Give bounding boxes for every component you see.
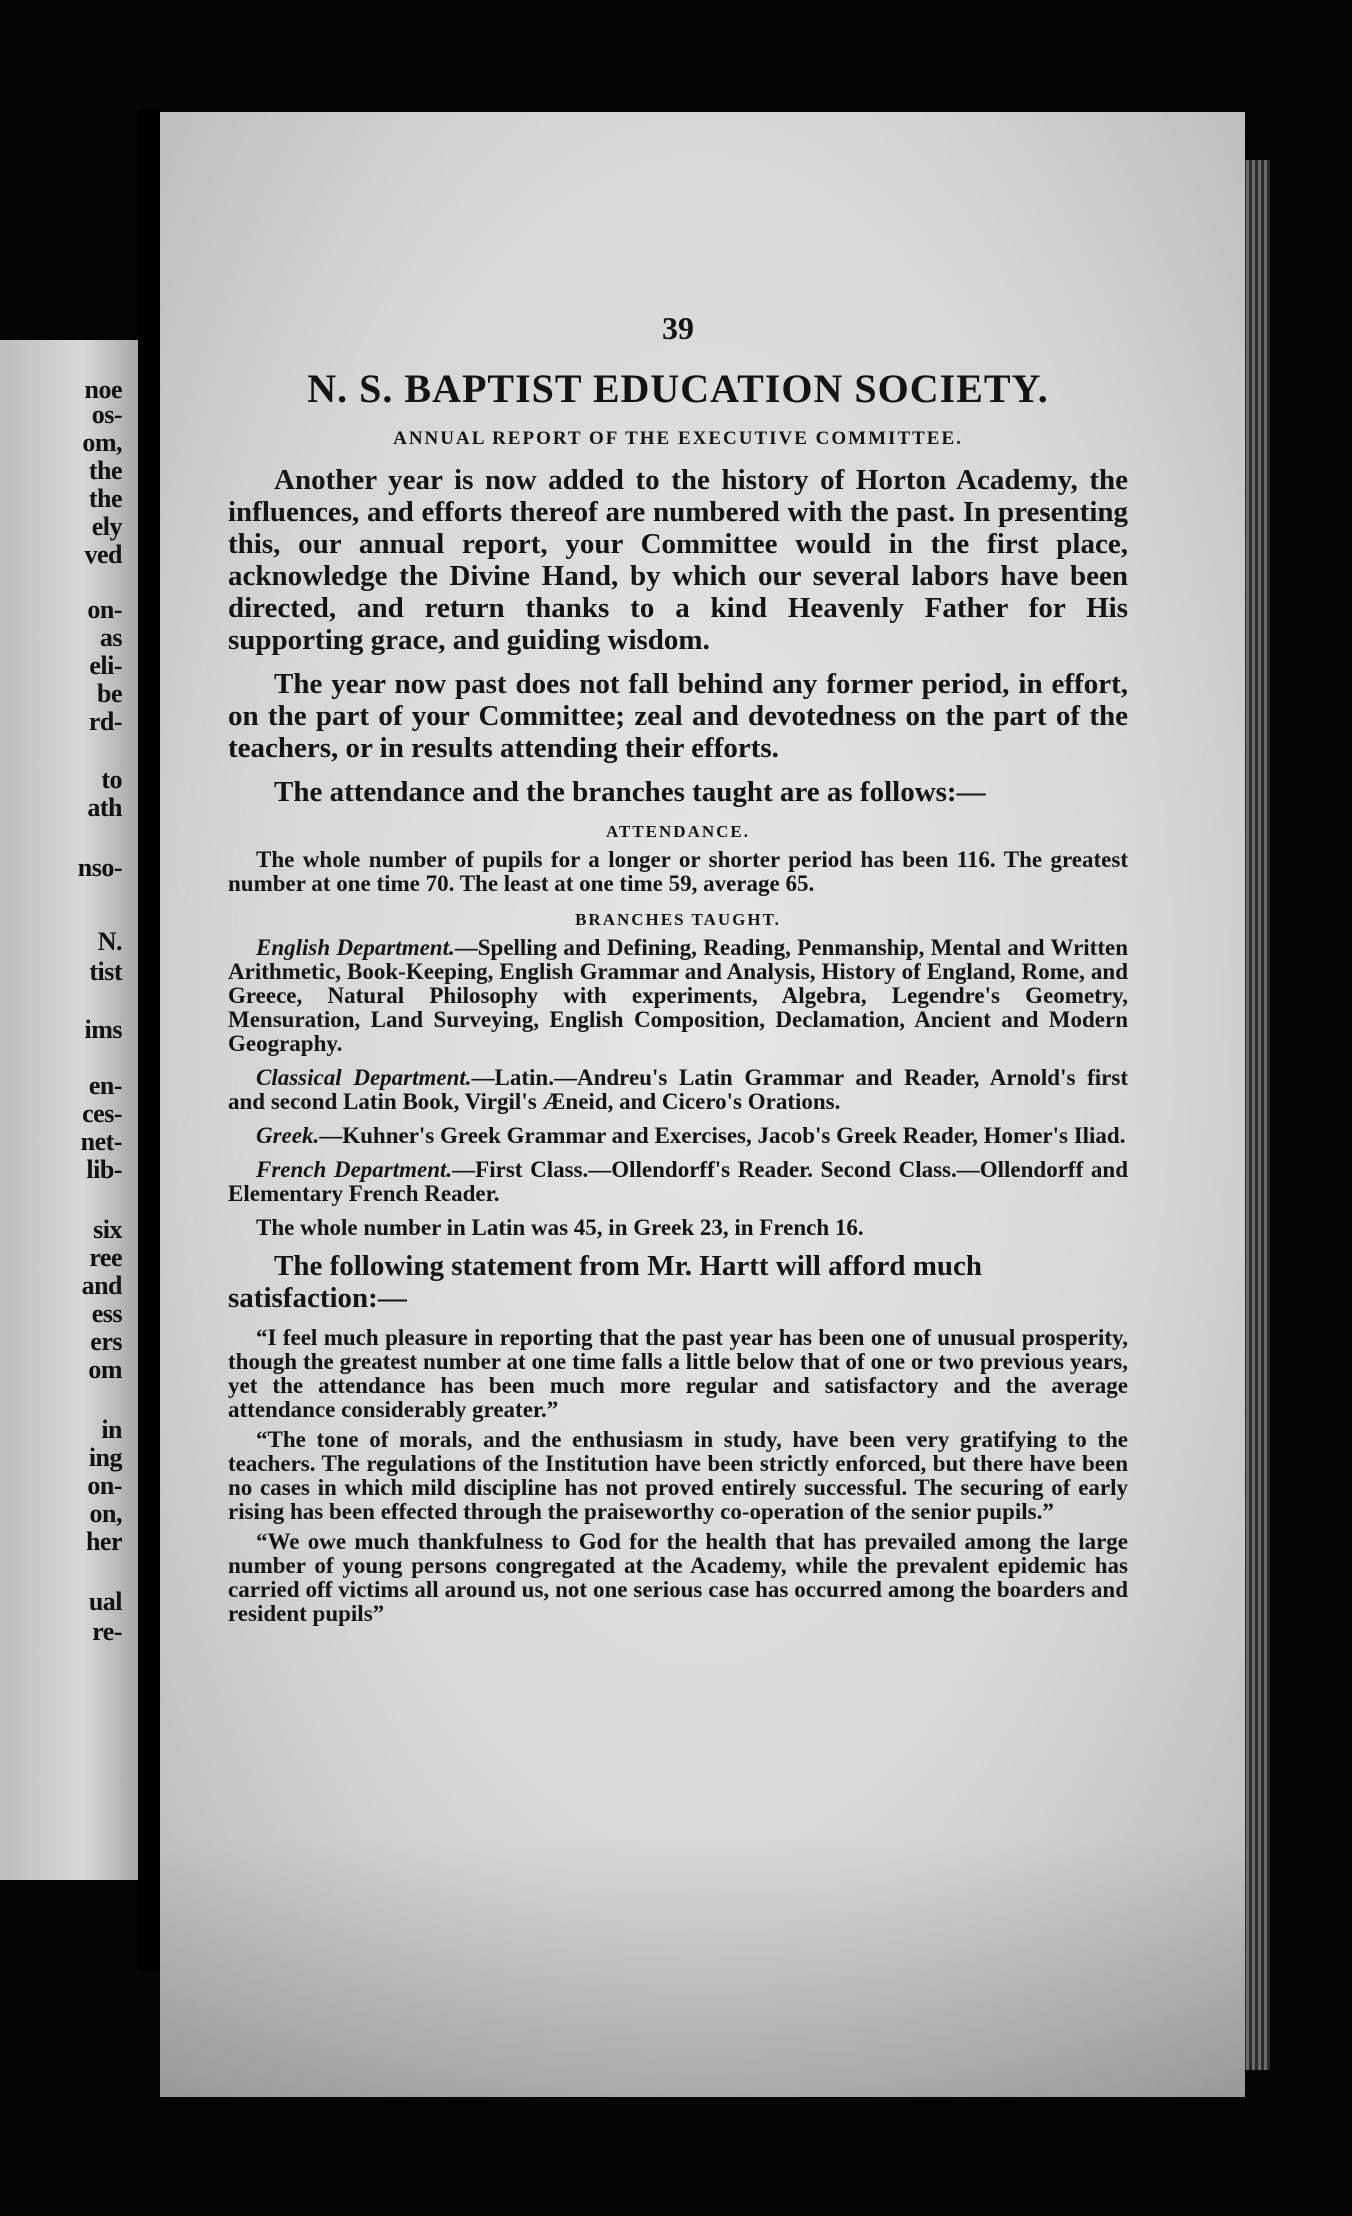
left-page-fragment: ree bbox=[89, 1243, 122, 1272]
left-page-fragment: six bbox=[93, 1215, 122, 1244]
left-page-fragment: on- bbox=[87, 1471, 122, 1500]
left-page-fragment: in bbox=[101, 1415, 122, 1444]
left-page-fragment: on- bbox=[87, 595, 122, 624]
statement-intro: The following statement from Mr. Hartt will afford much satisfaction:— bbox=[228, 1250, 982, 1314]
left-page-fragment: on, bbox=[89, 1499, 122, 1528]
french-text: —First Class.—Ollendorff's Reader. Second Class.—Ollendorff and Elementary French Reader. bbox=[228, 1157, 1129, 1206]
left-page-fragment: ing bbox=[88, 1443, 122, 1472]
left-page-fragment: as bbox=[99, 623, 122, 652]
left-page-fragment: tist bbox=[89, 957, 122, 986]
greek-label: Greek. bbox=[256, 1123, 320, 1148]
page-title: N. S. BAPTIST EDUCATION SOCIETY. bbox=[307, 366, 1049, 411]
totals-text: The whole number in Latin was 45, in Greek 23, in French 16. bbox=[256, 1215, 864, 1240]
attendance-text: The whole number of pupils for a longer or shorter period has been 116. The greatest number at one time 70. The least at one time 59, average 65. bbox=[228, 847, 1128, 896]
english-text: —Spelling and Defining, Reading, Penmanship, Mental and Written Arithmetic, Book-Keeping, English Grammar and Analysis, History of England, Rome, and Greece, Natural Philosophy with experiments, Algebra, Legendre's Geometry, Mensuration, Land Surveying, English Composition, Declamation, Ancient and Modern Geography. bbox=[228, 935, 1128, 1056]
page-shading bbox=[160, 1837, 1245, 2097]
left-page-fragment: re- bbox=[92, 1617, 122, 1646]
intro-paragraph-1: Another year is now added to the history of Horton Academy, the influences, and efforts thereof are numbered with the past. In presenting this, our annual report, your Committee would in the first place, acknowledge the Divine Hand, by which our several labors have been directed, and return thanks to a kind Heavenly Father for His supporting grace, and guiding wisdom. bbox=[228, 464, 1128, 656]
left-page-fragment: ims bbox=[84, 1015, 122, 1044]
left-page-fragment: ath bbox=[87, 793, 122, 822]
left-page-fragment: ual bbox=[88, 1587, 122, 1616]
left-page-fragment: eli- bbox=[89, 651, 122, 680]
left-page-fragment: the bbox=[88, 484, 122, 513]
left-page-fragment: net- bbox=[80, 1127, 122, 1156]
french-label: French Department. bbox=[256, 1157, 453, 1182]
quote-1: “I feel much pleasure in reporting that the past year has been one of unusual prosperity, though the greatest number at one time falls a little below that of one or two previous years, yet the attendance has been much more regular and satisfactory and the average attendance considerably greater.” bbox=[228, 1325, 1128, 1422]
left-page-fragment: and bbox=[81, 1271, 122, 1300]
attendance-heading: ATTENDANCE. bbox=[605, 822, 750, 841]
left-page-fragment: ces- bbox=[82, 1099, 122, 1128]
page-number: 39 bbox=[662, 310, 694, 346]
left-page-fragment: noe bbox=[84, 375, 122, 404]
left-page-fragment: ess bbox=[91, 1299, 122, 1328]
page-subtitle: ANNUAL REPORT OF THE EXECUTIVE COMMITTEE. bbox=[393, 428, 963, 449]
english-department bbox=[228, 936, 1128, 1056]
left-page-fragment: to bbox=[101, 765, 122, 794]
left-page-fragment: rd- bbox=[88, 707, 122, 736]
branches-intro: The attendance and the branches taught are as follows:— bbox=[274, 776, 986, 808]
document-page bbox=[160, 112, 1245, 2097]
classical-department bbox=[228, 1066, 1128, 1114]
left-page-fragment: N. bbox=[97, 927, 122, 956]
left-page-fragment: ely bbox=[91, 512, 122, 541]
left-page-fragment: om bbox=[88, 1355, 122, 1384]
greek-text: —Kuhner's Greek Grammar and Exercises, Jacob's Greek Reader, Homer's Iliad. bbox=[319, 1123, 1126, 1148]
left-page-fragment: lib- bbox=[86, 1155, 122, 1184]
left-page-fragment: ers bbox=[90, 1327, 122, 1356]
french-department bbox=[228, 1158, 1128, 1206]
left-page-fragment: nso- bbox=[77, 853, 122, 882]
book-gutter bbox=[138, 110, 160, 1970]
quote-2: “The tone of morals, and the enthusiasm in study, have been very gratifying to the teachers. The regulations of the Institution have been strictly enforced, but there have been no cases in which mild discipline has not proved entirely successful. The securing of early rising has been effected through the praiseworthy co-operation of the senior pupils.” bbox=[228, 1427, 1128, 1524]
left-page-fragment: be bbox=[97, 679, 122, 708]
classical-label: Classical Department. bbox=[256, 1065, 472, 1090]
intro-paragraph-2: The year now past does not fall behind any former period, in effort, on the part of your Committee; zeal and devotedness on the part of the teachers, or in results attending their efforts. bbox=[228, 668, 1128, 764]
page-content bbox=[228, 310, 1128, 1632]
quote-3: “We owe much thankfulness to God for the health that has prevailed among the large number of young persons congregated at the Academy, while the prevalent epidemic has carried off victims all around us, not one serious case has occurred among the boarders and resident pupils” bbox=[228, 1529, 1128, 1626]
left-page-fragment: os- bbox=[91, 400, 122, 429]
branches-heading: BRANCHES TAUGHT. bbox=[575, 910, 781, 929]
left-page-fragment: her bbox=[85, 1527, 122, 1556]
greek-department bbox=[228, 1124, 1128, 1148]
classical-text: —Latin.—Andreu's Latin Grammar and Reader, Arnold's first and second Latin Book, Virgil's Æneid, and Cicero's Orations. bbox=[228, 1065, 1129, 1114]
left-page-fragment: om, bbox=[82, 428, 122, 457]
left-page-fragment: the bbox=[88, 456, 122, 485]
adjacent-page-strip bbox=[0, 340, 138, 1880]
left-page-fragment: ved bbox=[84, 540, 122, 569]
english-label: English Department. bbox=[256, 935, 455, 960]
left-page-fragment: en- bbox=[88, 1071, 122, 1100]
